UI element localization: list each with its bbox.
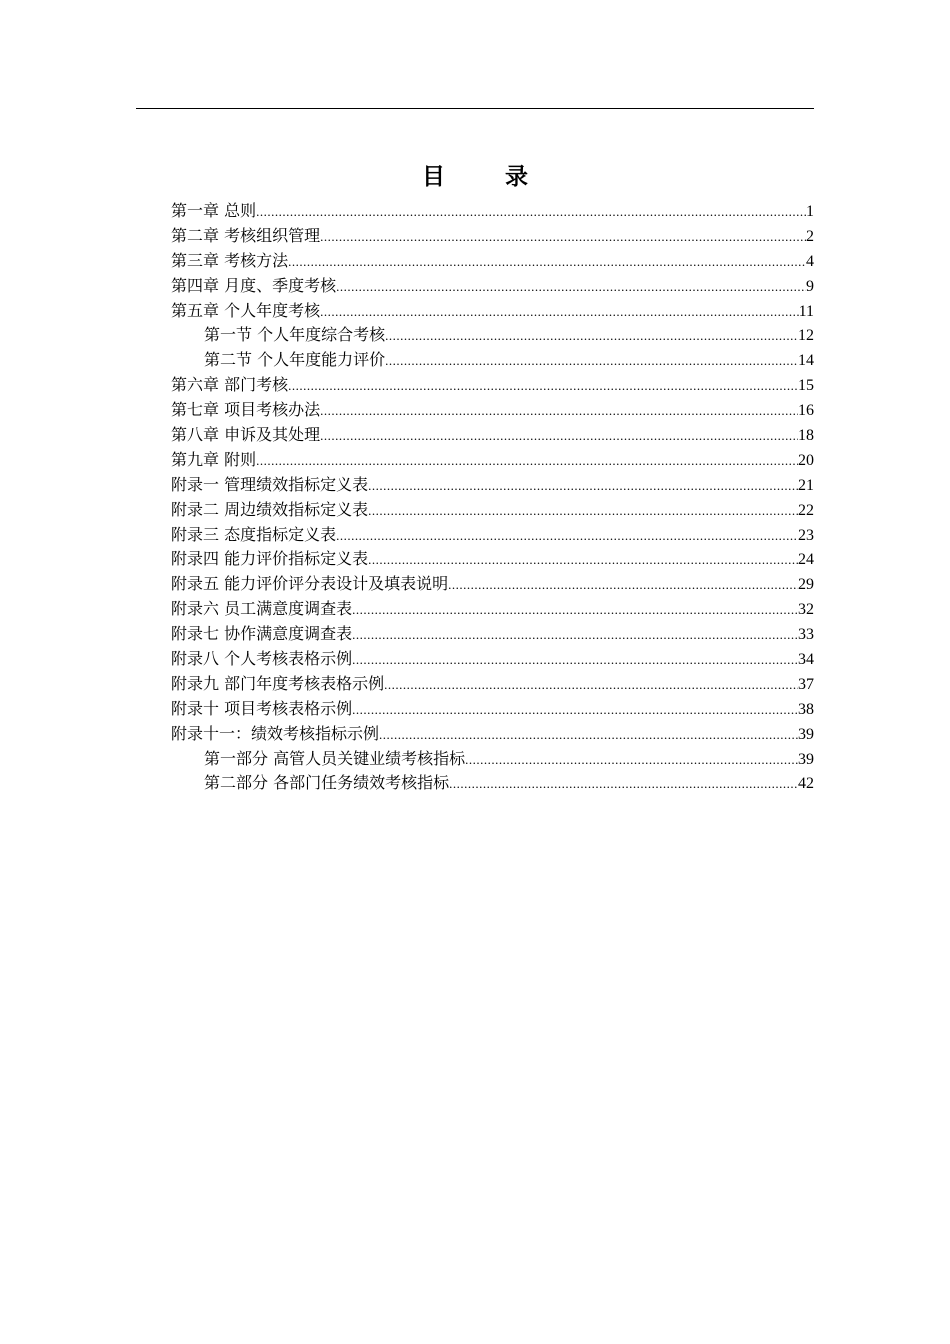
- toc-dot-leader: [288, 374, 798, 399]
- toc-entry[interactable]: [171, 622, 814, 647]
- toc-dot-leader: [368, 474, 798, 499]
- toc-entry-page: 16: [798, 402, 814, 420]
- toc-entry[interactable]: [171, 448, 814, 473]
- toc-entry-page: 34: [798, 651, 814, 669]
- toc-entry[interactable]: [171, 672, 814, 697]
- toc-entry-label: 第八章 申诉及其处理: [171, 425, 321, 445]
- toc-entry[interactable]: [171, 697, 814, 722]
- toc-entry[interactable]: [171, 199, 814, 224]
- toc-entry-page: 37: [798, 675, 814, 693]
- toc-entry-page: 24: [798, 551, 814, 569]
- toc-entry-page: 21: [798, 476, 814, 494]
- toc-entry-page: 2: [806, 227, 814, 245]
- toc-entry-label: 附录五 能力评价评分表设计及填表说明: [171, 574, 449, 594]
- toc-entry-label: 附录十 项目考核表格示例: [171, 698, 353, 718]
- toc-entry-label: 第一章 总则: [171, 201, 257, 220]
- toc-entry-page: 42: [798, 775, 814, 793]
- toc-entry-label: 附录十一：绩效考核指标示例: [171, 723, 380, 743]
- toc-entry-label: 第九章 附则: [171, 449, 257, 469]
- toc-dot-leader: [352, 698, 798, 723]
- toc-dot-leader: [336, 275, 806, 300]
- toc-entry-label: 附录九 部门年度考核表格示例: [171, 673, 385, 693]
- toc-entry-page: 38: [798, 700, 814, 718]
- toc-dot-leader: [449, 772, 798, 797]
- toc-entry[interactable]: [171, 348, 814, 373]
- toc-entry[interactable]: [171, 547, 814, 572]
- toc-entry[interactable]: [171, 249, 814, 274]
- toc-dot-leader: [320, 424, 798, 449]
- toc-entry-page: 32: [798, 601, 814, 619]
- toc-entry-page: 39: [798, 750, 814, 768]
- toc-dot-leader: [379, 723, 798, 748]
- toc-dot-leader: [320, 225, 806, 250]
- toc-entry-page: 14: [798, 352, 814, 370]
- toc-entry-label: 第一部分 高管人员关键业绩考核指标: [204, 748, 466, 768]
- toc-entry-label: 第三章 考核方法: [171, 250, 289, 270]
- toc-entry[interactable]: [171, 771, 814, 796]
- toc-entry-label: 第二节 个人年度能力评价: [204, 350, 386, 370]
- toc-entry-label: 第七章 项目考核办法: [171, 400, 321, 420]
- toc-entry-page: 4: [806, 252, 814, 270]
- toc-entry-label: 附录八 个人考核表格示例: [171, 649, 353, 669]
- toc-entry-label: 第一节 个人年度综合考核: [204, 325, 386, 345]
- toc-entry[interactable]: [171, 747, 814, 772]
- toc-entry[interactable]: [171, 523, 814, 548]
- toc-dot-leader: [320, 300, 799, 325]
- toc-entry-page: 12: [798, 327, 814, 345]
- toc-dot-leader: [256, 449, 798, 474]
- toc-dot-leader: [288, 250, 806, 275]
- toc-entry-label: 第六章 部门考核: [171, 375, 289, 395]
- toc-dot-leader: [352, 648, 798, 673]
- toc-entry[interactable]: [171, 722, 814, 747]
- toc-entry-page: 39: [798, 725, 814, 743]
- toc-dot-leader: [385, 324, 798, 349]
- toc-entry-page: 20: [798, 451, 814, 469]
- toc-entry-label: 附录二 周边绩效指标定义表: [171, 499, 369, 519]
- toc-dot-leader: [385, 349, 798, 374]
- toc-dot-leader: [368, 548, 798, 573]
- toc-dot-leader: [320, 399, 798, 424]
- toc-entry-page: 1: [806, 203, 814, 220]
- toc-dot-leader: [352, 623, 798, 648]
- toc-dot-leader: [336, 524, 798, 549]
- toc-entry-label: 附录一 管理绩效指标定义表: [171, 474, 369, 494]
- table-of-contents: [171, 199, 814, 796]
- toc-dot-leader: [448, 573, 798, 598]
- toc-dot-leader: [384, 673, 798, 698]
- toc-entry[interactable]: [171, 597, 814, 622]
- toc-entry-page: 22: [798, 501, 814, 519]
- toc-title: 目 录: [421, 164, 554, 190]
- toc-entry[interactable]: [171, 299, 814, 324]
- toc-entry[interactable]: [171, 572, 814, 597]
- toc-entry[interactable]: [171, 398, 814, 423]
- toc-entry-label: 第二章 考核组织管理: [171, 225, 321, 245]
- toc-entry[interactable]: [171, 473, 814, 498]
- toc-entry-label: 第四章 月度、季度考核: [171, 275, 337, 295]
- toc-entry-label: 第二部分 各部门任务绩效考核指标: [204, 773, 450, 793]
- toc-entry[interactable]: [171, 274, 814, 299]
- toc-dot-leader: [465, 748, 798, 773]
- toc-entry[interactable]: [171, 647, 814, 672]
- toc-entry[interactable]: [171, 373, 814, 398]
- toc-entry-page: 15: [798, 377, 814, 395]
- toc-dot-leader: [352, 598, 798, 623]
- toc-entry-page: 18: [798, 427, 814, 445]
- toc-entry-label: 附录七 协作满意度调查表: [171, 624, 353, 644]
- header-rule: [136, 108, 814, 109]
- toc-entry-page: 23: [798, 526, 814, 544]
- toc-entry-label: 附录四 能力评价指标定义表: [171, 549, 369, 569]
- toc-entry-page: 33: [798, 626, 814, 644]
- toc-entry-label: 附录三 态度指标定义表: [171, 524, 337, 544]
- toc-entry[interactable]: [171, 423, 814, 448]
- toc-entry[interactable]: [171, 323, 814, 348]
- toc-entry-label: 附录六 员工满意度调查表: [171, 599, 353, 619]
- toc-entry-page: 29: [798, 576, 814, 594]
- toc-dot-leader: [256, 200, 806, 225]
- toc-entry[interactable]: [171, 498, 814, 523]
- toc-dot-leader: [368, 499, 798, 524]
- toc-entry[interactable]: [171, 224, 814, 249]
- toc-entry-label: 第五章 个人年度考核: [171, 300, 321, 320]
- toc-entry-page: 11: [798, 302, 814, 320]
- toc-entry-page: 9: [806, 277, 814, 295]
